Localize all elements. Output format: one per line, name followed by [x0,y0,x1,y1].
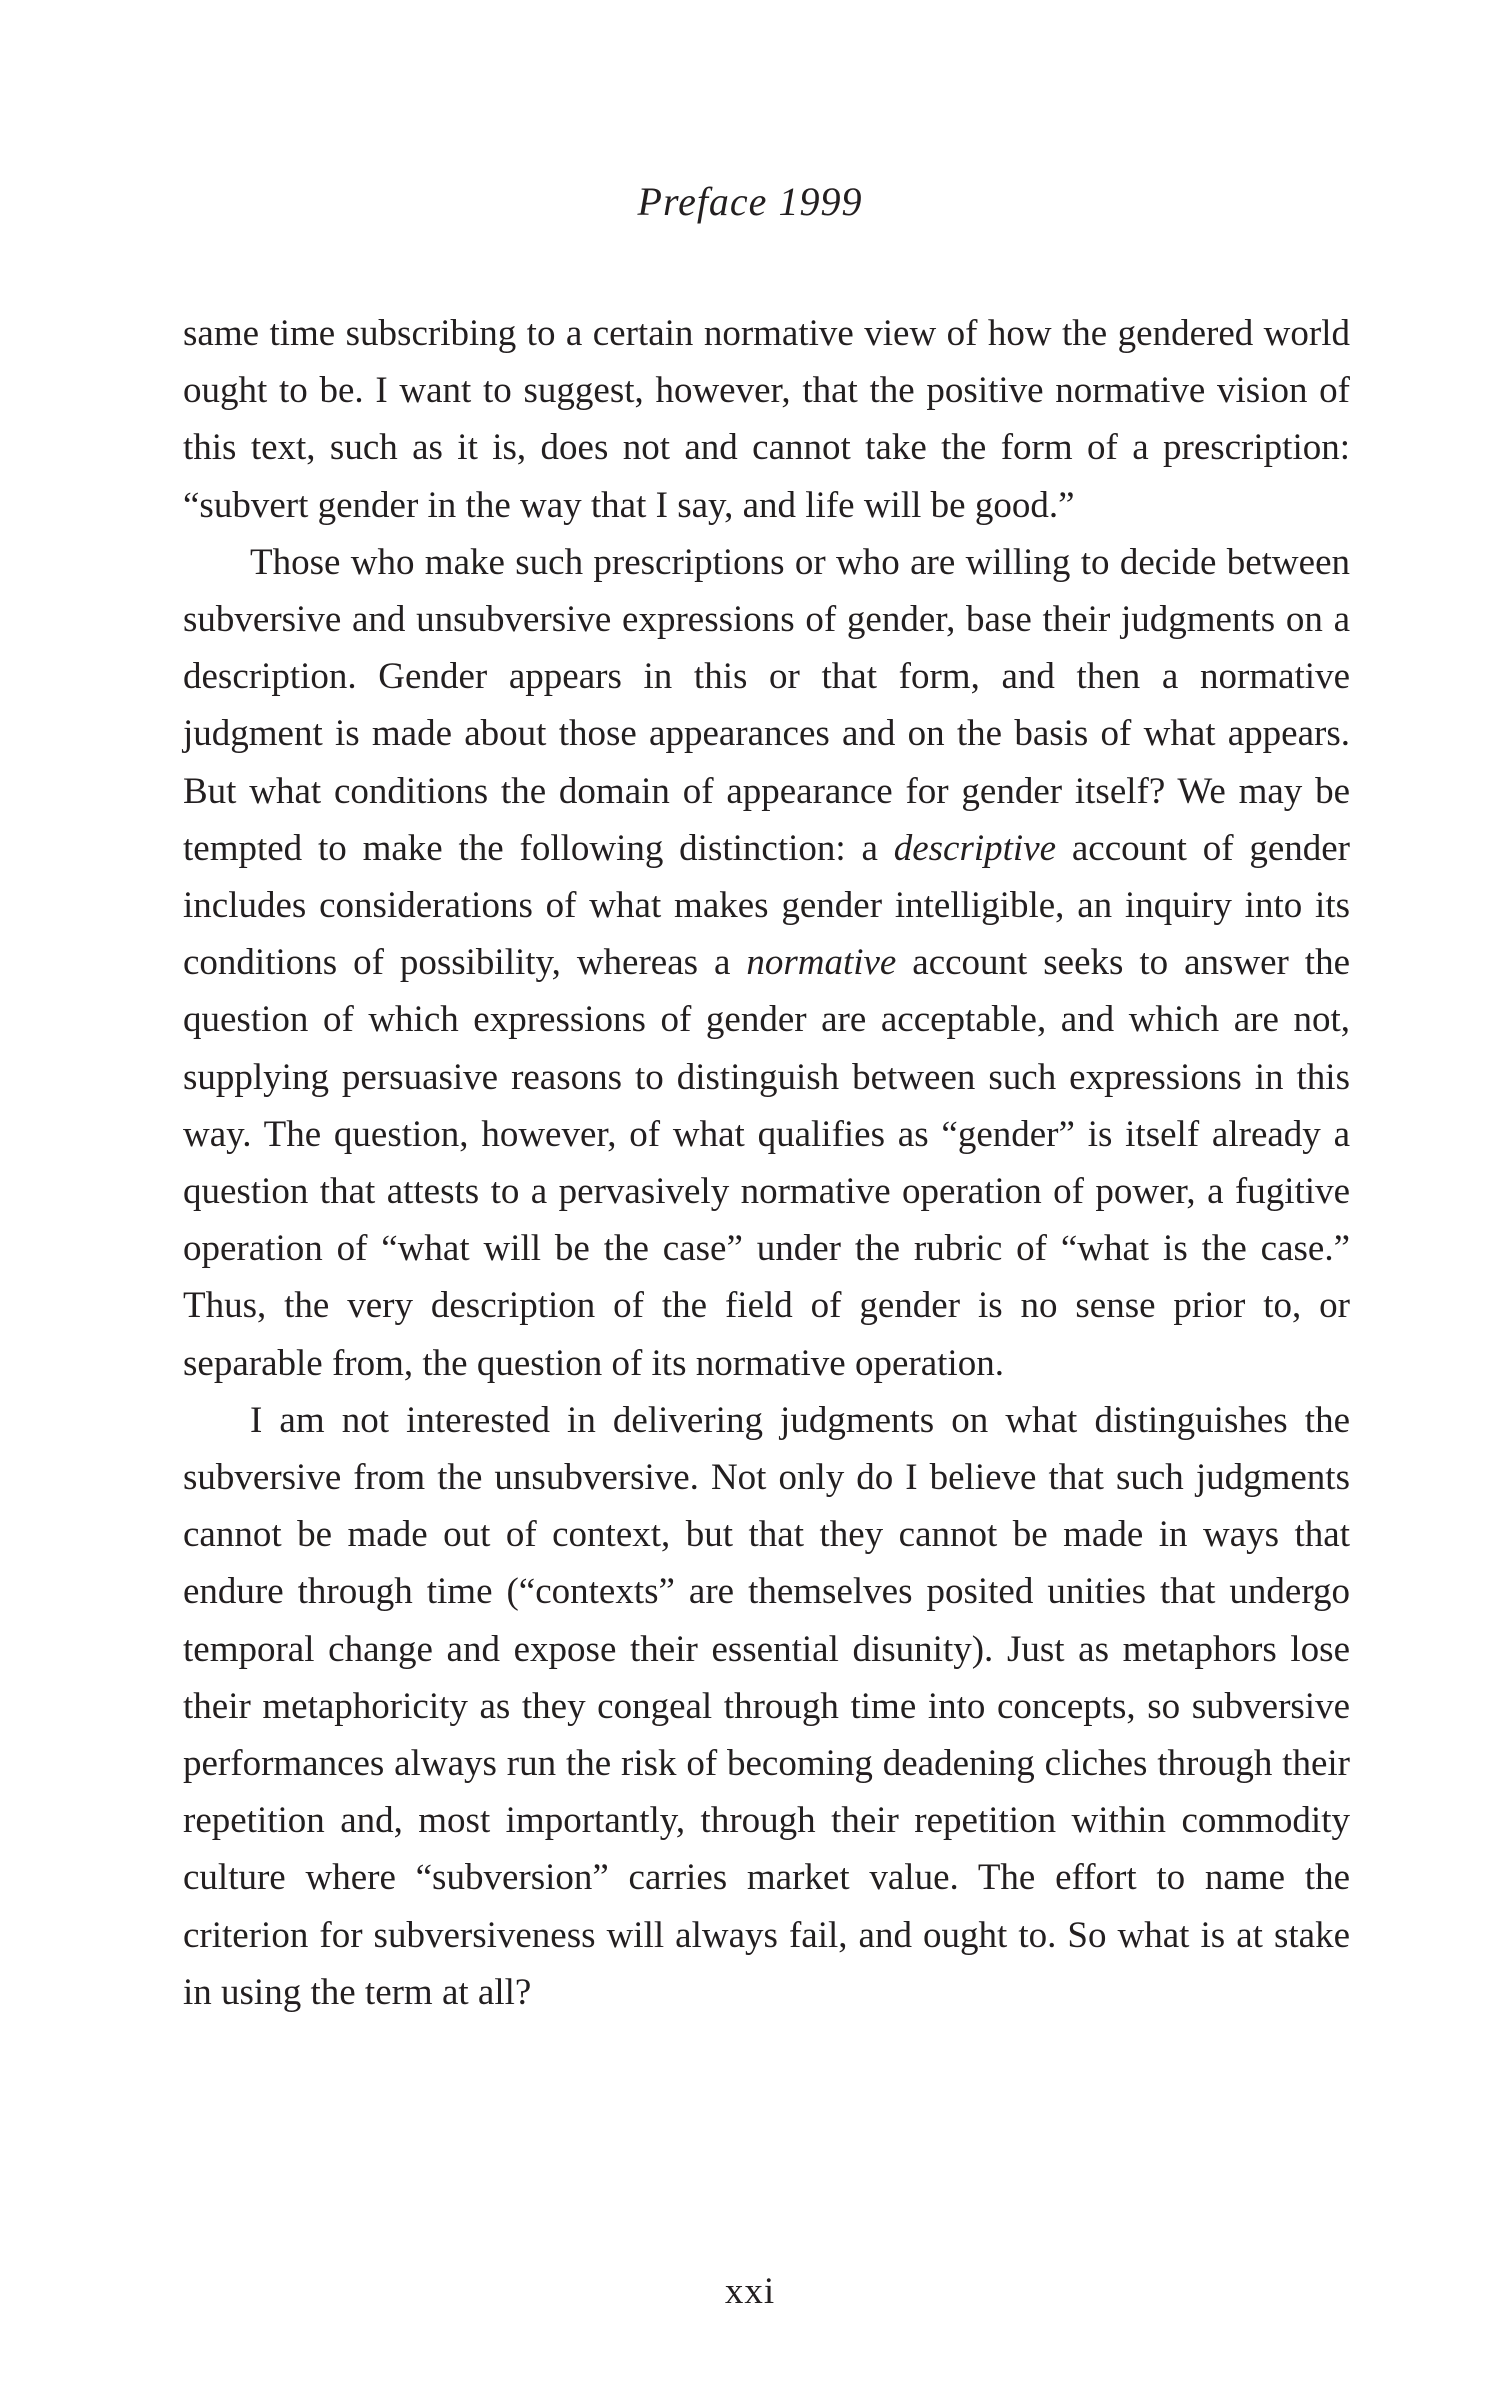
italic-term-normative: normative [746,942,897,984]
paragraph-3 [183,1392,1350,2021]
paragraph-2-text: account seeks to answer the question of which expressions of gender are acceptable, and which are not, supplying persuasive reasons to distinguish between such expressions in this way. The question, however, of what qualifies as “gender” is itself already a question that attests to a pervasively normative operation of power, a fugitive operation of “what will be the case” under the rubric of “what is the case.” Thus, the very description of the field of gender is no sense prior to, or separable from, the question of its normative operation. [183,942,1350,1384]
paragraph-2-text: account of gender includes considerations of what makes gender intelligible, an inquiry into its conditions of possibility, whereas a [183,827,1350,984]
paragraph-1 [183,305,1350,534]
italic-term-descriptive: descriptive [893,827,1057,869]
page-number: xxi [724,2271,776,2312]
paragraph-3-text: I am not interested in delivering judgments on what distinguishes the subversive from the unsubversive. Not only do I believe that such judgments cannot be made out of context, but that they cannot be made in ways that endure through time (“contexts” are themselves posited unities that undergo temporal change and expose their essential disunity). Just as metaphors lose their metaphoricity as they congeal through time into concepts, so subversive performances always run the risk of becoming deadening cliches through their repetition and, most importantly, through their repetition within commodity culture where “subversion” carries market value. The effort to name the criterion for subversiveness will always fail, and ought to. So what is at stake in using the term at all? [183,1399,1350,2013]
paragraph-2-text: Those who make such prescriptions or who are willing to decide between subversive and unsubversive expressions of gender, base their judgments on a description. Gender appears in this or that form, and then a normative judgment is made about those appearances and on the basis of what appears. But what conditions the domain of appearance for gender itself? We may be tempted to make the following distinction: a [183,541,1350,869]
paragraph-1-text: same time subscribing to a certain normative view of how the gendered world ought to be. I want to suggest, however, that the positive normative vision of this text, such as it is, does not and cannot take the form of a prescription: “subvert gender in the way that I say, and life will be good.” [183,313,1350,526]
body-text [183,305,1350,2021]
running-head: Preface 1999 [637,179,863,224]
paragraph-2 [183,534,1350,1392]
